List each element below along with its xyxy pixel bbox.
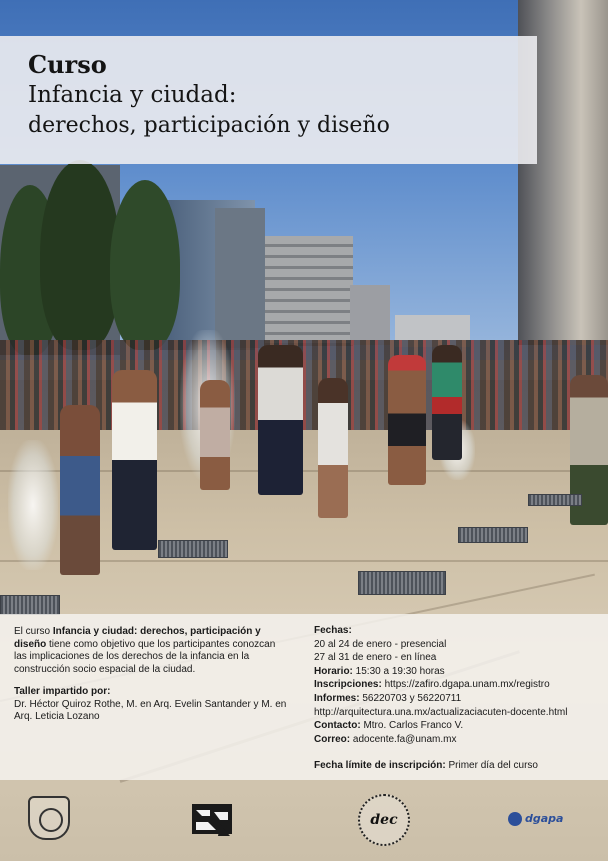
floor-drain	[0, 595, 60, 615]
floor-drain	[158, 540, 228, 558]
fecha-limite: Fecha límite de inscripción: Primer día del curso	[314, 760, 538, 771]
dec-logo-text: dec	[370, 812, 398, 828]
building-mid	[265, 236, 353, 346]
building-far	[350, 285, 390, 345]
course-description: El curso Infancia y ciudad: derechos, participación y diseño tiene como objetivo que los participantes conozcan las implicaciones de los derechos de la infancia en la construcción socio espacial de la ciudad.	[14, 626, 276, 675]
building-tower	[215, 208, 265, 348]
fecha-presencial: 20 al 24 de enero - presencial	[314, 638, 447, 650]
horario: Horario: 15:30 a 19:30 horas	[314, 665, 445, 677]
adult	[258, 345, 303, 495]
informes-link[interactable]: http://arquitectura.una.mx/actualizaciacuten-docente.html	[314, 706, 568, 718]
inscripciones-link[interactable]: https://zafiro.dgapa.unam.mx/registro	[381, 679, 550, 691]
child	[200, 380, 230, 490]
fecha-en-linea: 27 al 31 de enero - en línea	[314, 652, 437, 664]
child	[112, 370, 157, 550]
info-band	[0, 614, 608, 780]
dgapa-logo-text: dgapa	[525, 812, 564, 825]
tree	[40, 160, 120, 350]
title-curso: Curso	[28, 50, 107, 79]
child	[388, 355, 426, 485]
course-name-inline: Infancia y ciudad: derechos, participación y diseño	[14, 626, 261, 650]
floor-drain	[458, 527, 528, 543]
course-description-column	[14, 626, 290, 724]
contacto: Contacto: Mtro. Carlos Franco V.	[314, 720, 464, 732]
dgapa-logo	[508, 806, 584, 832]
unam-shield-icon	[28, 796, 70, 840]
dec-seal-icon	[358, 794, 410, 846]
child	[60, 405, 100, 575]
dgapa-mark-icon	[508, 812, 522, 826]
title-course-name: Infancia y ciudad:	[28, 82, 237, 108]
adult	[432, 345, 462, 460]
title-subtitle: derechos, participación y diseño	[28, 113, 390, 138]
correo: Correo: adocente.fa@unam.mx	[314, 733, 457, 745]
arquitectura-logo-icon	[190, 800, 236, 840]
correo-link[interactable]: adocente.fa@unam.mx	[350, 733, 457, 745]
fechas-label: Fechas:	[314, 625, 352, 636]
instructors-heading: Taller impartido por:	[14, 686, 111, 697]
child	[318, 378, 348, 518]
floor-drain	[528, 494, 582, 506]
informes: Informes: 56220703 y 56220711	[314, 692, 462, 704]
tree	[110, 180, 180, 350]
fountain-splash	[8, 440, 58, 570]
inscripciones: Inscripciones: https://zafiro.dgapa.unam.mx/registro	[314, 679, 550, 691]
floor-drain	[358, 571, 446, 595]
title-band	[0, 36, 537, 164]
instructors-names: Dr. Héctor Quiroz Rothe, M. en Arq. Evelin Santander y M. en Arq. Leticia Lozano	[14, 698, 287, 722]
course-details-column	[314, 624, 604, 746]
